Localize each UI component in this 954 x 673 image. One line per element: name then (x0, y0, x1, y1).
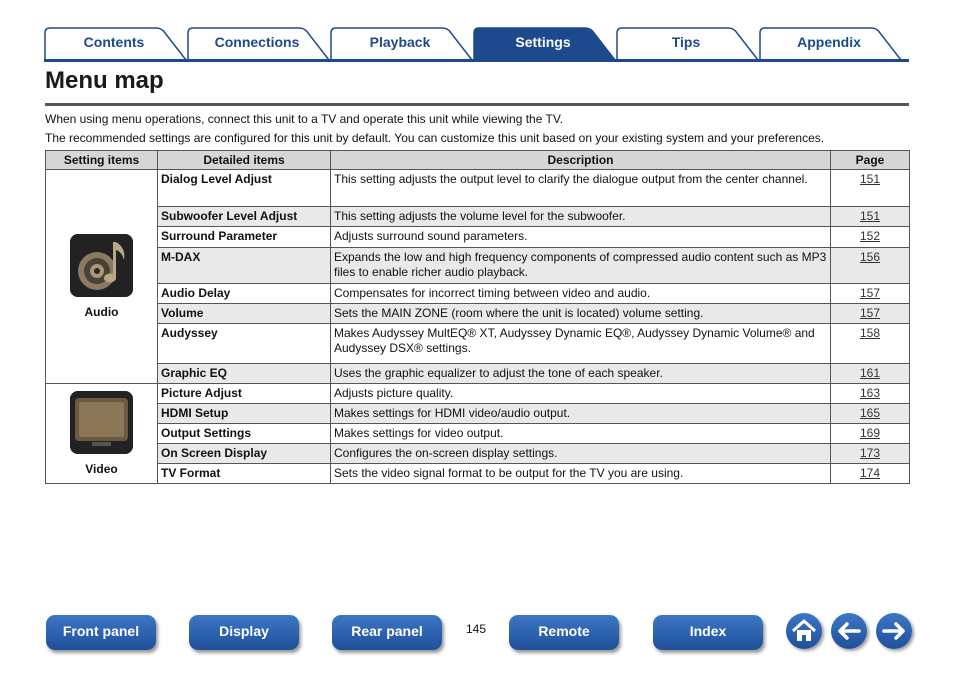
front-panel-button[interactable]: Front panel (46, 615, 156, 650)
page-link[interactable]: 169 (859, 426, 881, 440)
item-description: This setting adjusts the volume level for the subwoofer. (331, 207, 831, 227)
page-cell (831, 227, 910, 248)
table-row (46, 384, 910, 404)
table-row (46, 284, 910, 304)
remote-button[interactable]: Remote (509, 615, 619, 650)
page-link[interactable]: 165 (859, 406, 881, 420)
page-cell (831, 424, 910, 444)
page-cell (831, 248, 910, 284)
table-row (46, 248, 910, 284)
detailed-item: Output Settings (158, 424, 331, 444)
page-cell (831, 364, 910, 384)
tab-underline (44, 59, 909, 62)
item-description: Uses the graphic equalizer to adjust the tone of each speaker. (331, 364, 831, 384)
table-row (46, 364, 910, 384)
tab-label: Appendix (797, 34, 861, 50)
page-link[interactable]: 157 (859, 286, 881, 300)
intro-text-2: The recommended settings are configured for this unit by default. You can customize this unit based on your existing system and your preferences. (45, 131, 825, 145)
page-link[interactable]: 152 (859, 229, 881, 243)
detailed-item: M-DAX (158, 248, 331, 284)
header-detailed-items: Detailed items (158, 151, 331, 170)
page-cell (831, 284, 910, 304)
page-cell (831, 324, 910, 364)
page-cell (831, 304, 910, 324)
detailed-item: Picture Adjust (158, 384, 331, 404)
page-cell (831, 464, 910, 484)
menu-map-table (45, 150, 910, 484)
tab-playback[interactable] (330, 27, 474, 61)
detailed-item: Audio Delay (158, 284, 331, 304)
header-description: Description (331, 151, 831, 170)
page-cell (831, 384, 910, 404)
detailed-item: Audyssey (158, 324, 331, 364)
page-cell (831, 444, 910, 464)
rear-panel-button[interactable]: Rear panel (332, 615, 442, 650)
table-row (46, 207, 910, 227)
tv-icon (70, 391, 133, 454)
header-setting-items: Setting items (46, 151, 158, 170)
tab-appendix[interactable] (759, 27, 903, 61)
forward-arrow-icon[interactable] (876, 613, 912, 649)
page-cell (831, 404, 910, 424)
tab-label: Playback (369, 34, 431, 50)
table-header-row (46, 151, 910, 170)
table-row (46, 424, 910, 444)
page-link[interactable]: 158 (859, 326, 881, 340)
page-link[interactable]: 151 (859, 209, 881, 223)
detailed-item: TV Format (158, 464, 331, 484)
item-description: Adjusts surround sound parameters. (331, 227, 831, 248)
item-description: This setting adjusts the output level to clarify the dialogue output from the center channel. (331, 170, 831, 207)
detailed-item: On Screen Display (158, 444, 331, 464)
detailed-item: Volume (158, 304, 331, 324)
setting-group-audio (46, 170, 158, 384)
item-description: Makes Audyssey MultEQ® XT, Audyssey Dynamic EQ®, Audyssey Dynamic Volume® and Audyssey DSX® settings. (331, 324, 831, 364)
tab-label: Settings (515, 34, 571, 50)
page-cell (831, 170, 910, 207)
item-description: Expands the low and high frequency components of compressed audio content such as MP3 files to enable richer audio playback. (331, 248, 831, 284)
detailed-item: Surround Parameter (158, 227, 331, 248)
detailed-item: HDMI Setup (158, 404, 331, 424)
page-link[interactable]: 163 (859, 386, 881, 400)
tab-bar (44, 27, 909, 61)
header-page: Page (831, 151, 910, 170)
table-row (46, 170, 910, 207)
detailed-item: Subwoofer Level Adjust (158, 207, 331, 227)
title-divider (45, 103, 909, 106)
display-button[interactable]: Display (189, 615, 299, 650)
home-icon[interactable] (786, 613, 822, 649)
tab-label: Contents (83, 34, 145, 50)
table-row (46, 324, 910, 364)
table-row (46, 227, 910, 248)
intro-text-1: When using menu operations, connect this unit to a TV and operate this unit while viewing the TV. (45, 112, 564, 126)
item-description: Sets the video signal format to be output for the TV you are using. (331, 464, 831, 484)
setting-group-label: Video (85, 461, 118, 476)
item-description: Makes settings for video output. (331, 424, 831, 444)
detailed-item: Dialog Level Adjust (158, 170, 331, 207)
tab-label: Connections (214, 34, 300, 50)
tab-connections[interactable] (187, 27, 331, 61)
page-link[interactable]: 161 (859, 366, 881, 380)
setting-group-label: Audio (84, 304, 119, 319)
page-cell (831, 207, 910, 227)
tab-label: Tips (671, 34, 701, 50)
audio-icon (70, 234, 133, 297)
table-row (46, 464, 910, 484)
item-description: Adjusts picture quality. (331, 384, 831, 404)
item-description: Configures the on-screen display settings. (331, 444, 831, 464)
table-row (46, 444, 910, 464)
tab-settings[interactable] (473, 27, 617, 61)
page-link[interactable]: 173 (859, 446, 881, 460)
item-description: Compensates for incorrect timing between video and audio. (331, 284, 831, 304)
detailed-item: Graphic EQ (158, 364, 331, 384)
table-row (46, 404, 910, 424)
page-link[interactable]: 151 (859, 172, 881, 186)
page-link[interactable]: 157 (859, 306, 881, 320)
back-arrow-icon[interactable] (831, 613, 867, 649)
setting-group-video (46, 384, 158, 484)
page-link[interactable]: 174 (859, 466, 881, 480)
tab-contents[interactable] (44, 27, 188, 61)
page-title: Menu map (45, 67, 164, 94)
tab-tips[interactable] (616, 27, 760, 61)
item-description: Sets the MAIN ZONE (room where the unit is located) volume setting. (331, 304, 831, 324)
page-number: 145 (466, 622, 487, 636)
index-button[interactable]: Index (653, 615, 763, 650)
table-row (46, 304, 910, 324)
page-link[interactable]: 156 (859, 250, 881, 264)
item-description: Makes settings for HDMI video/audio output. (331, 404, 831, 424)
